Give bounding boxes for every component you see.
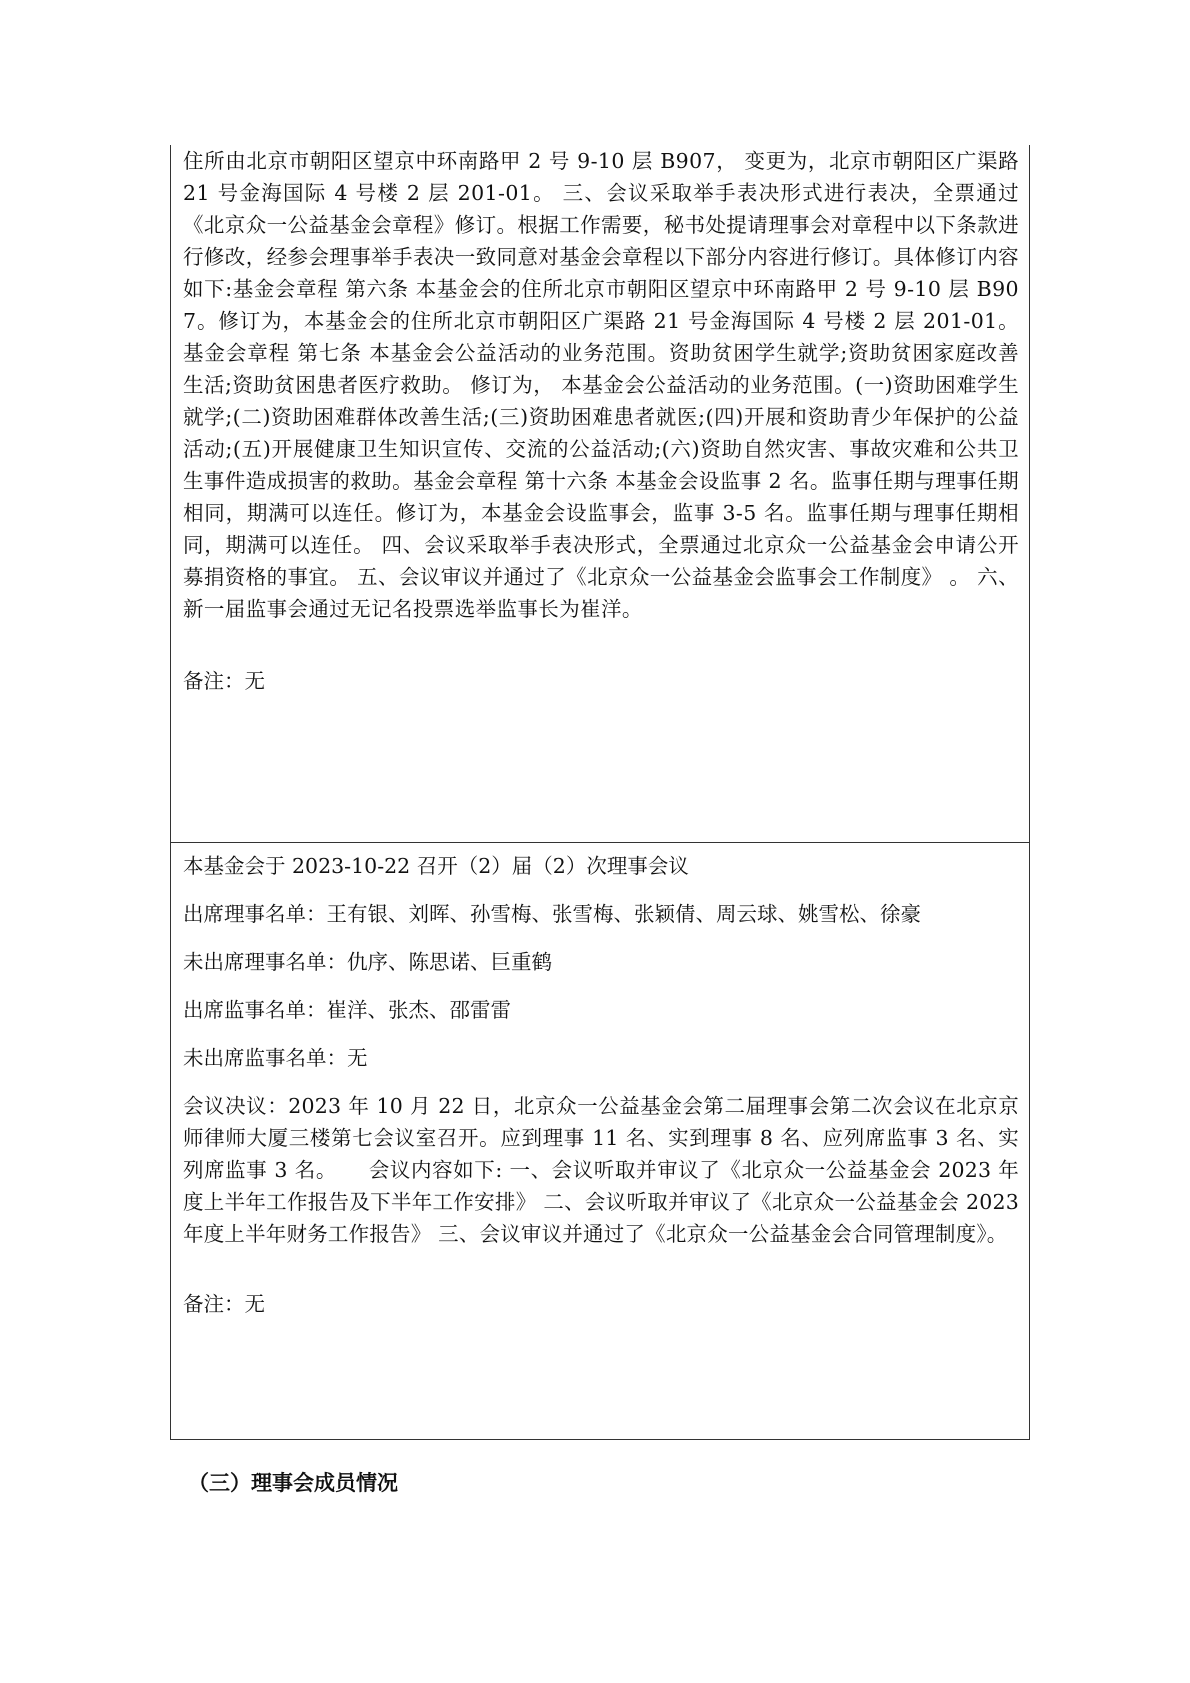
absent-directors-list: 未出席理事名单：仇序、陈思诺、巨重鹤 (183, 950, 552, 974)
present-supervisors-list: 出席监事名单：崔洋、张杰、邵雷雷 (183, 998, 511, 1022)
remark-text: 备注：无 (183, 1292, 265, 1316)
absent-supervisors-list: 未出席监事名单：无 (183, 1046, 368, 1070)
meeting-title: 本基金会于 2023-10-22 召开（2）届（2）次理事会议 (183, 854, 689, 878)
meeting-record-cell-2023-10-22 (171, 843, 1029, 1439)
meeting-record-cell-continued (171, 145, 1029, 843)
meeting-resolution-continued-text: 住所由北京市朝阳区望京中环南路甲 2 号 9-10 层 B907， 变更为，北京市朝阳区广渠路 21 号金海国际 4 号楼 2 层 201-01。 三、会议采取举手表决形式进行表决，全票通过《北京众一公益基金会章程》修订。根据工作需要，秘书处提请理事会对章程中以下条款进行修改，经参会理事举手表决一致同意对基金会章程以下部分内容进行修订。具体修订内容如下:基金会章程 第六条 本基金会的住所北京市朝阳区望京中环南路甲 2 号 9-10 层 B907。修订为，本基金会的住所北京市朝阳区广渠路 21 号金海国际 4 号楼 2 层 201-01。基金会章程 第七条 本基金会公益活动的业务范围。资助贫困学生就学;资助贫困家庭改善生活;资助贫困患者医疗救助。 修订为， 本基金会公益活动的业务范围。(一)资助困难学生就学;(二)资助困难群体改善生活;(三)资助困难患者就医;(四)开展和资助青少年保护的公益活动;(五)开展健康卫生知识宣传、交流的公益活动;(六)资助自然灾害、事故灾难和公共卫生事件造成损害的救助。基金会章程 第十六条 本基金会设监事 2 名。监事任期与理事任期相同，期满可以连任。修订为，本基金会设监事会，监事 3-5 名。监事任期与理事任期相同，期满可以连任。 四、会议采取举手表决形式，全票通过北京众一公益基金会申请公开募捐资格的事宜。 五、会议审议并通过了《北京众一公益基金会监事会工作制度》 。 六、新一届监事会通过无记名投票选举监事长为崔洋。 (183, 149, 1019, 621)
meeting-records-table (170, 145, 1030, 1440)
present-directors-list: 出席理事名单：王有银、刘晖、孙雪梅、张雪梅、张颖倩、周云球、姚雪松、徐豪 (183, 902, 921, 926)
remark-text: 备注：无 (183, 669, 265, 693)
section-heading: （三）理事会成员情况 (188, 1470, 398, 1495)
meeting-resolution-text: 会议决议：2023 年 10 月 22 日，北京众一公益基金会第二届理事会第二次会议在北京京师律师大厦三楼第七会议室召开。应到理事 11 名、实到理事 8 名、应列席监事 3 名、实列席监事 3 名。 会议内容如下: 一、会议听取并审议了《北京众一公益基金会 2023 年度上半年工作报告及下半年工作安排》 二、会议听取并审议了《北京众一公益基金会 2023 年度上半年财务工作报告》 三、会议审议并通过了《北京众一公益基金会合同管理制度》。 (183, 1094, 1019, 1246)
